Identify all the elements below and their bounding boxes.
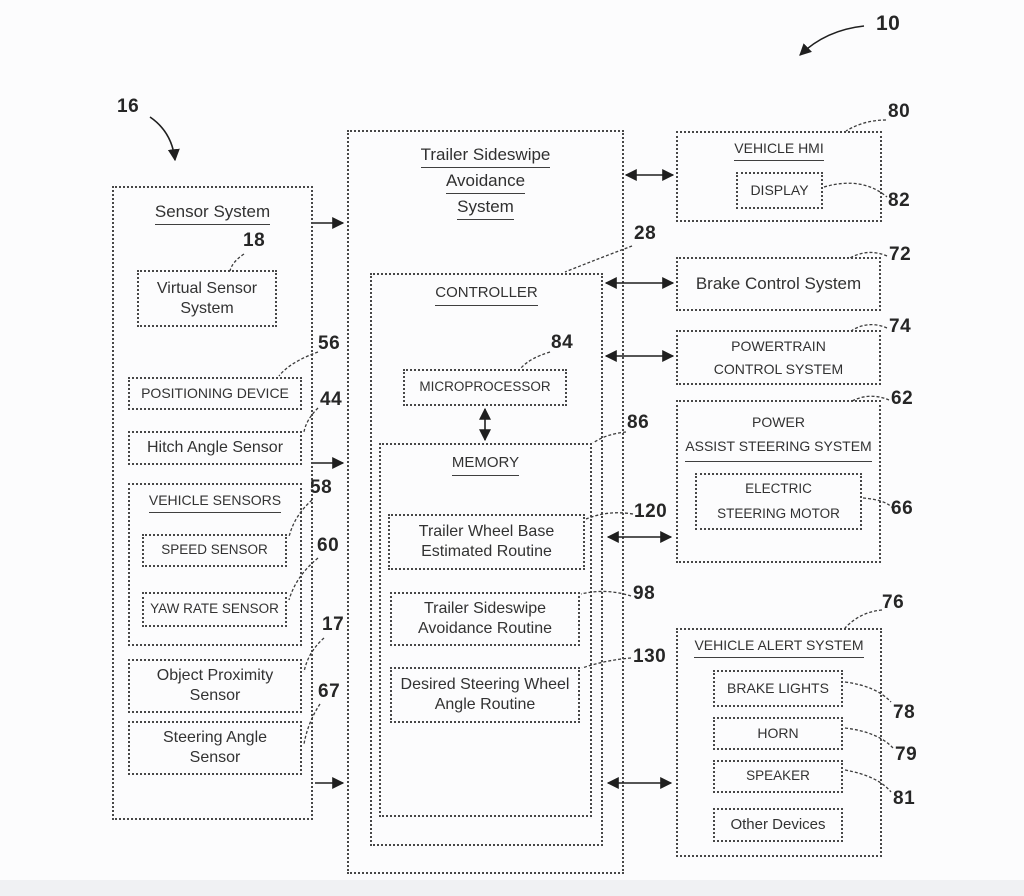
ref-82: 82: [888, 190, 911, 211]
sensor-system-title: Sensor System: [114, 201, 311, 225]
ref-78: 78: [893, 702, 916, 723]
ref-16: 16: [117, 96, 140, 117]
power-assist-steering-title: POWER ASSIST STEERING SYSTEM: [678, 411, 879, 462]
ref-17: 17: [322, 614, 345, 635]
ref-81: 81: [893, 788, 916, 809]
ref-44: 44: [320, 389, 343, 410]
ref-76: 76: [882, 592, 905, 613]
leader-76: [845, 610, 882, 628]
steering-angle-sensor-box: Steering Angle Sensor: [128, 721, 302, 775]
ref-18: 18: [243, 230, 266, 251]
ref-58: 58: [310, 477, 333, 498]
ref-98: 98: [633, 583, 656, 604]
object-proximity-sensor-box: Object Proximity Sensor: [128, 659, 302, 713]
horn-box: HORN: [713, 717, 843, 750]
ref-74: 74: [889, 316, 912, 337]
ref-79: 79: [895, 744, 918, 765]
memory-title: MEMORY: [381, 454, 590, 476]
display-box: DISPLAY: [736, 172, 823, 209]
steering-wheel-angle-routine-box: Desired Steering Wheel Angle Routine: [390, 667, 580, 723]
ref-86: 86: [627, 412, 650, 433]
avoidance-system-title: Trailer Sideswipe Avoidance System: [347, 145, 624, 223]
speed-sensor-box: SPEED SENSOR: [142, 534, 287, 567]
ref-66: 66: [891, 498, 914, 519]
speaker-box: SPEAKER: [713, 760, 843, 793]
powertrain-control-system-box: POWERTRAIN CONTROL SYSTEM: [676, 330, 881, 385]
ref-62: 62: [891, 388, 914, 409]
controller-title: CONTROLLER: [372, 284, 601, 306]
hitch-angle-sensor-box: Hitch Angle Sensor: [128, 431, 302, 465]
microprocessor-box: MICROPROCESSOR: [403, 369, 567, 406]
ref-56: 56: [318, 333, 341, 354]
ref-80: 80: [888, 101, 911, 122]
virtual-sensor-box: Virtual Sensor System: [137, 270, 277, 327]
ref-10: 10: [876, 12, 901, 35]
leader-80: [846, 120, 886, 131]
brake-control-system-box: Brake Control System: [676, 257, 881, 311]
ref-120: 120: [634, 501, 668, 522]
ref-84: 84: [551, 332, 574, 353]
yaw-rate-sensor-box: YAW RATE SENSOR: [142, 592, 287, 627]
ref-72: 72: [889, 244, 912, 265]
trailer-wheel-base-routine-box: Trailer Wheel Base Estimated Routine: [388, 514, 585, 570]
vehicle-sensors-title: VEHICLE SENSORS: [130, 492, 300, 513]
vehicle-alert-system-title: VEHICLE ALERT SYSTEM: [678, 637, 880, 658]
arrow-ref-16: [150, 117, 175, 160]
scan-edge: [0, 880, 1024, 896]
arrow-ref-10: [800, 26, 864, 55]
ref-60: 60: [317, 535, 340, 556]
electric-steering-motor-box: ELECTRIC STEERING MOTOR: [695, 473, 862, 530]
positioning-device-box: POSITIONING DEVICE: [128, 377, 302, 410]
brake-lights-box: BRAKE LIGHTS: [713, 670, 843, 707]
ref-67: 67: [318, 681, 341, 702]
other-devices-box: Other Devices: [713, 808, 843, 842]
ref-130: 130: [633, 646, 667, 667]
vehicle-hmi-title: VEHICLE HMI: [678, 140, 880, 161]
ref-28: 28: [634, 223, 657, 244]
sideswipe-avoidance-routine-box: Trailer Sideswipe Avoidance Routine: [390, 592, 580, 646]
